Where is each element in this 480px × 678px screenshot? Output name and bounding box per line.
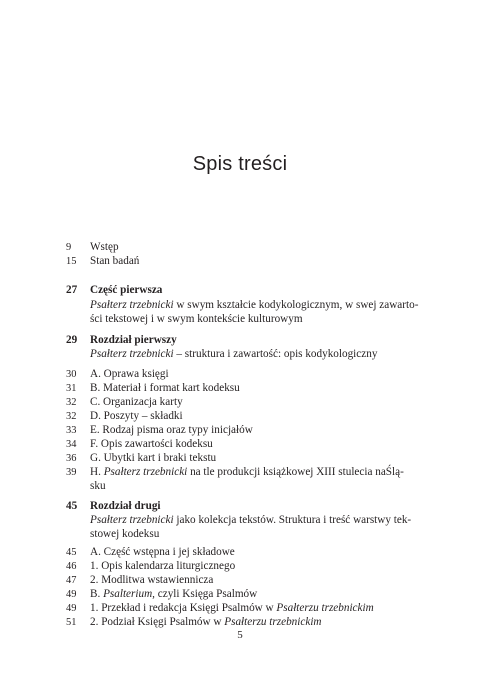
toc-page-number: 45 bbox=[66, 500, 78, 512]
toc-label-italic: Psałterzu trzebnickim bbox=[224, 616, 322, 628]
toc-page-number: 36 bbox=[66, 453, 77, 464]
toc-heading: Część pierwsza bbox=[90, 284, 163, 296]
toc-label-italic: Psalterium, bbox=[103, 588, 155, 600]
toc-label-prefix: H. bbox=[90, 466, 104, 478]
toc-label: F. Opis zawartości kodeksu bbox=[90, 438, 213, 450]
toc-page-number: 49 bbox=[66, 589, 77, 600]
toc-page-number: 46 bbox=[66, 561, 77, 572]
toc-label: Stan badań bbox=[90, 255, 140, 267]
toc-page-number: 32 bbox=[66, 411, 77, 422]
toc-page-number: 27 bbox=[66, 284, 78, 296]
toc-page-number: 39 bbox=[66, 467, 77, 478]
page-title: Spis treści bbox=[192, 153, 288, 175]
toc-label-rest: czyli Księga Psalmów bbox=[154, 588, 258, 600]
toc-desc-italic: Psałterz trzebnicki bbox=[90, 514, 174, 526]
toc-label-italic: Psałterzu trzebnickim bbox=[276, 602, 374, 614]
toc-label-prefix: 2. Podział Księgi Psalmów w bbox=[90, 616, 225, 628]
toc-desc-text: stowej kodeksu bbox=[90, 528, 160, 540]
toc-desc-text: – struktura i zawartość: opis kodykologiczny bbox=[173, 348, 378, 360]
toc-label-prefix: 1. Przekład i redakcja Księgi Psalmów w bbox=[90, 602, 277, 614]
toc-label: G. Ubytki kart i braki tekstu bbox=[90, 452, 217, 464]
toc-page-number: 47 bbox=[66, 575, 77, 586]
toc-page-number: 45 bbox=[66, 547, 77, 558]
toc-page-number: 32 bbox=[66, 397, 77, 408]
toc-heading: Rozdział pierwszy bbox=[90, 334, 177, 346]
toc-label-prefix: B. bbox=[90, 588, 104, 600]
toc-label-italic: Psałterz trzebnicki bbox=[103, 466, 188, 478]
toc-page-number: 51 bbox=[66, 617, 77, 628]
toc-page-number: 9 bbox=[66, 242, 72, 253]
page-number: 5 bbox=[237, 629, 243, 641]
toc-heading: Rozdział drugi bbox=[90, 500, 161, 512]
toc-label-prefix: 2. Modlitwa wstawiennicza bbox=[90, 574, 214, 586]
toc-desc-text: w swym kształcie kodykologicznym, w swej zawarto- bbox=[173, 299, 419, 311]
toc-page-number: 34 bbox=[66, 439, 77, 450]
toc-label: E. Rodzaj pisma oraz typy inicjałów bbox=[90, 424, 253, 436]
toc-label: D. Poszyty – składki bbox=[90, 410, 183, 422]
toc-label: Wstęp bbox=[90, 241, 119, 253]
toc-desc-italic: Psałterz trzebnicki bbox=[90, 299, 174, 311]
toc-label-rest: na tle produkcji książkowej XIII stulecia naŚlą- bbox=[187, 466, 404, 478]
toc-label: B. Materiał i format kart kodeksu bbox=[90, 382, 240, 394]
toc-label: C. Organizacja karty bbox=[90, 396, 183, 408]
toc-page-number: 31 bbox=[66, 383, 77, 394]
toc-page-number: 33 bbox=[66, 425, 77, 436]
toc-page-number: 29 bbox=[66, 334, 78, 346]
toc-label-prefix: 1. Opis kalendarza liturgicznego bbox=[90, 560, 236, 572]
toc-desc-italic: Psałterz trzebnicki bbox=[90, 348, 174, 360]
toc-page-number: 49 bbox=[66, 603, 77, 614]
toc-page-number: 15 bbox=[66, 256, 77, 267]
toc-label: A. Oprawa księgi bbox=[90, 368, 169, 380]
toc-desc-text: ści tekstowej i w swym kontekście kulturowym bbox=[90, 313, 303, 325]
toc-desc-text: jako kolekcja tekstów. Struktura i treść warstwy tek- bbox=[173, 514, 412, 526]
toc-label: sku bbox=[90, 480, 106, 492]
toc-label-prefix: A. Część wstępna i jej składowe bbox=[90, 546, 235, 558]
toc-page-number: 30 bbox=[66, 369, 77, 380]
